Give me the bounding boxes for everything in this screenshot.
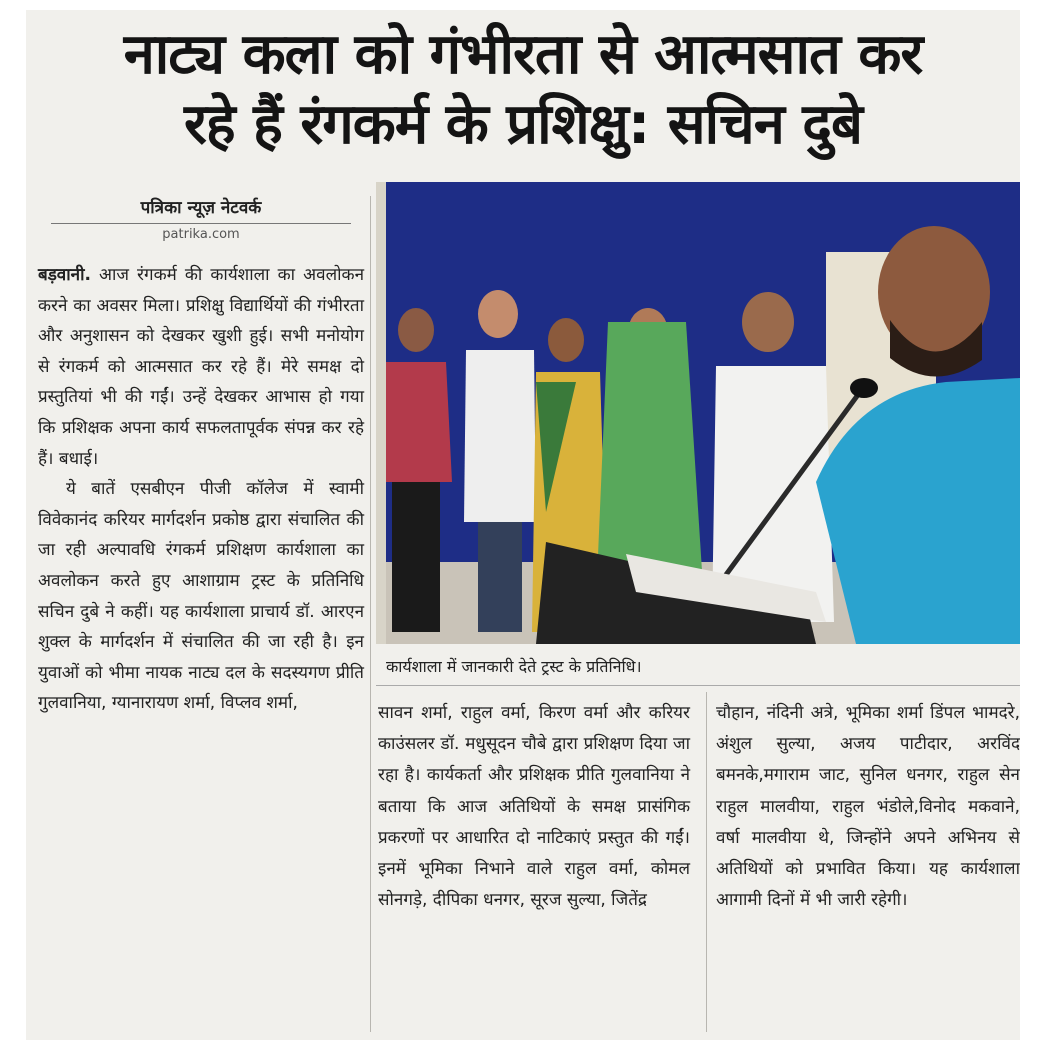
headline-line-1: नाट्य कला को गंभीरता से आत्मसात कर [123,22,923,87]
article-column-1 [38,260,364,719]
person-2-coat [464,350,536,522]
microphone-head [850,378,878,398]
article-paragraph-1 [38,260,364,474]
person-3-head [548,318,584,362]
person-2-jeans [478,522,522,632]
newspaper-clipping [26,10,1020,1040]
paragraph-1-text: आज रंगकर्म की कार्यशाला का अवलोकन करने का अवसर मिला। प्रशिक्षु विद्यार्थियों की गंभीरता और अनुशासन को देखकर खुशी हुई। सभी मनोयोग से रंगकर्म को आत्मसात कर रहे हैं। मेरे समक्ष दो प्रस्तुतियां भी की गईं। उन्हें देखकर आभास हो गया कि प्रशिक्षक अपना कार्य सफलतापूर्वक संपन्न कर रहे हैं। बधाई। [38,265,364,469]
person-1-shirt [386,362,452,482]
article-column-2: सावन शर्मा, राहुल वर्मा, किरण वर्मा और करियर काउंसलर डॉ. मधुसूदन चौबे द्वारा प्रशिक्षण दिया जा रहा है। कार्यकर्ता और प्रशिक्षक प्रीति गुलवानिया ने बताया कि आज अतिथियों के समक्ष प्रासंगिक प्रकरणों पर आधारित दो नाटिकाएं प्रस्तुत की गईं। इनमें भूमिका निभाने वाले राहुल वर्मा, कोमल सोनगड़े, दीपिका धनगर, सूरज सुल्या, जितेंद्र [378,703,690,911]
byline-block [36,195,366,246]
person-2-head [478,290,518,338]
photo-caption-box [376,648,1020,686]
headline [26,20,1020,160]
byline-website: patrika.com [162,227,240,242]
person-5-head [742,292,794,352]
person-1-trousers [392,482,440,632]
column-divider-2 [706,692,707,1032]
headline-line-2: रहे हैं रंगकर्म के प्रशिक्षु: सचिन दुबे [184,92,862,157]
news-photo [376,182,1020,644]
article-column-3: चौहान, नंदिनी अत्रे, भूमिका शर्मा डिंपल भामदरे, अंशुल सुल्या, अजय पाटीदार, अरविंद बमनके,मगाराम जाट, सुनिल धनगर, राहुल सेन राहुल मालवीया, राहुल भंडोले,विनोद मकवाने, वर्षा मालवीया थे, जिन्होंने अपने अभिनय से अतिथियों को प्रभावित किया। यह कार्यशाला आगामी दिनों में भी जारी रहेगी। [716,703,1020,911]
photo-illustration [386,182,1020,644]
article-paragraph-2: ये बातें एसबीएन पीजी कॉलेज में स्वामी विवेकानंद करियर मार्गदर्शन प्रकोष्ठ द्वारा संचालित की जा रही अल्पावधि रंगकर्म प्रशिक्षण कार्यशाला का अवलोकन करते हुए आशाग्राम ट्रस्ट के प्रतिनिधि सचिन दुबे ने कहीं। यह कार्यशाला प्राचार्य डॉ. आरएन शुक्ल के मार्गदर्शन में संचालित की जा रही है। इन युवाओं को भीमा नायक नाट्य दल के सदस्यगण प्रीति गुलवानिया, ग्यानारायण शर्मा, विप्लव शर्मा, [38,479,364,714]
photo-caption: कार्यशाला में जानकारी देते ट्रस्ट के प्रतिनिधि। [386,657,642,676]
column-divider-1 [370,196,371,1032]
person-1-head [398,308,434,352]
dateline: बड़वानी. [38,265,91,285]
byline-network: पत्रिका न्यूज़ नेटवर्क [140,198,262,218]
